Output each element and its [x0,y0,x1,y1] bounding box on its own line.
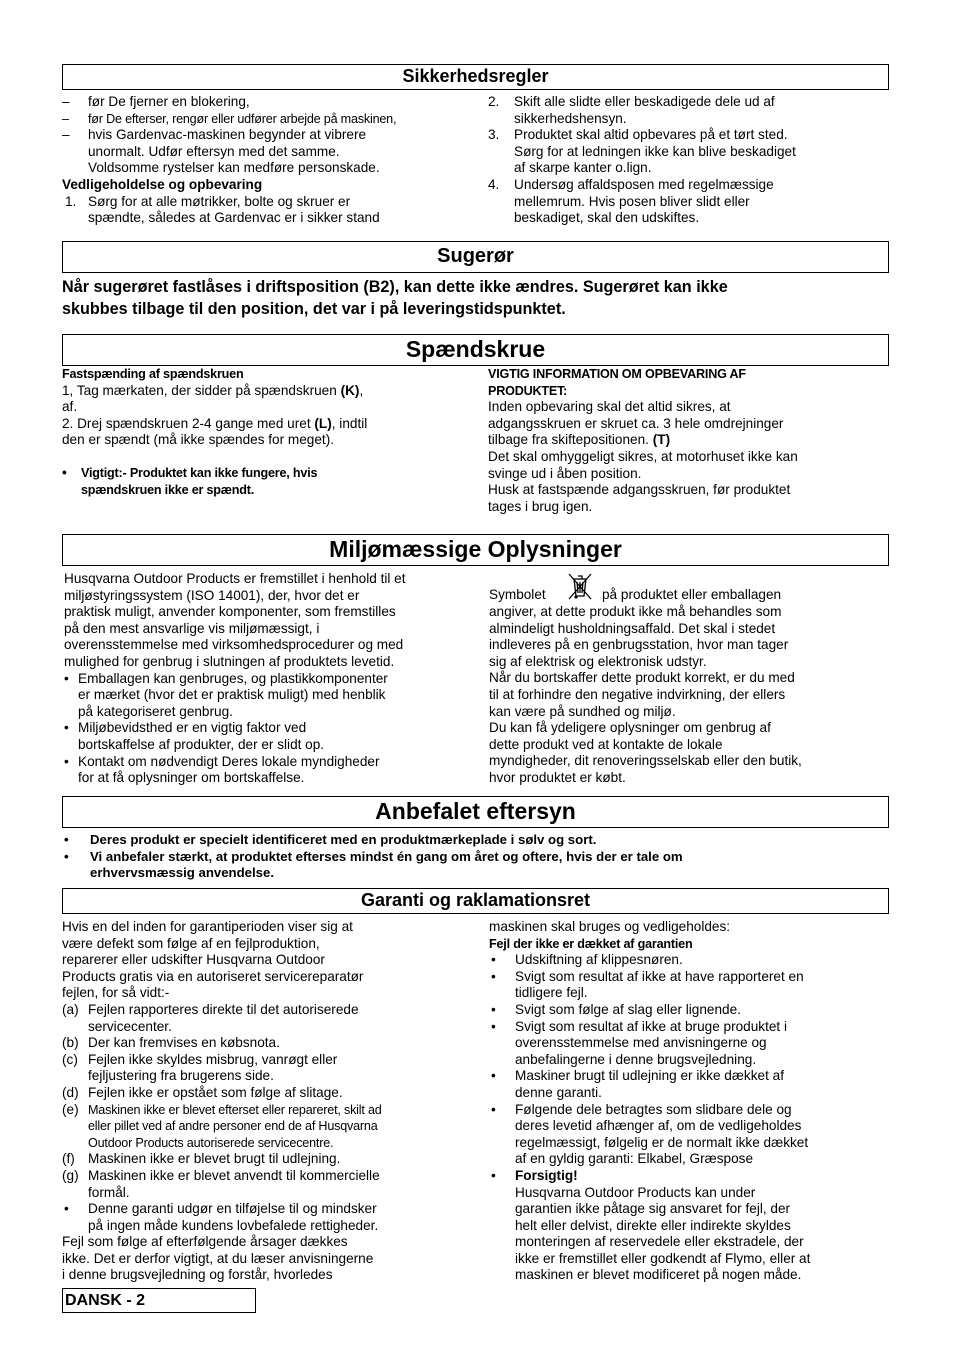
list-item: 2. Skift alle slidte eller beskadigede dele ud af sikkerhedshensyn. [488,94,775,126]
subheading: Vedligeholdelse og opbevaring [62,176,263,192]
bullet-marker: • [64,670,69,686]
bullet-marker: • [491,1101,496,1117]
miljo-right-column: Symbolet på produktet eller emballagen angiver, at dette produkt ikke må behandles som almindeligt husholdningsaffald. Det skal i stedet indleveres på en genbrugsstation, hvor man tager sig af elektrisk og elektronisk udstyr. Når du bortskaffer dette produkt korrekt, er du med til at forhindre den negative indvirkning, der ellers kan være på sundhed og miljø. Du kan få ydeligere oplysninger om genbrug af dette produkt ved at kontakte de lokale myndigheder, dit renoveringsselskab eller den butik, hvor produktet er købt. [489,571,891,787]
subheading: Fastspænding af spændskruen [62,367,244,381]
list-item: 1, Tag mærkaten, der sidder på spændskruen (K), af. [62,382,364,415]
list-item: • Svigt som resultat af ikke at have rapporteret en tidligere fejl. [491,968,804,1001]
page-label: DANSK - 2 [65,1292,146,1309]
list-item: 4. Undersøg affaldsposen med regelmæssige mellemrum. Hvis posen bliver slidt eller beskadiget, skal den udskiftes. [488,176,774,226]
bullet-marker: • [491,968,496,984]
bullet-marker: • [491,1001,496,1017]
section-title: Anbefalet eftersyn [375,798,576,824]
subheading: Fejl der ikke er dækket af garantien [489,936,693,951]
number-marker: 1. [65,193,77,209]
list-item: 1. Sørg for at alle møtrikker, bolte og skruer er spændte, således at Gardenvac er i sikker stand [65,193,380,226]
bullet-marker: • [491,952,496,968]
garanti-left-column: Hvis en del inden for garantiperioden viser sig at være defekt som følge af en fejlproduktion, reparerer eller udskifter Husqvarna Outdoor Products gratis via en autoriseret servicereparatør fejlen, for så vidt:- (a) Fejlen rapporteres direkte til det autoriserede servicecenter. (b) Der kan fremvises en købsnota. (c) Fejlen ikke skyldes misbrug, vanrøgt eller fejljustering fra brugerens side. (d) Fejlen ikke er opstået som følge af slitage. (e) Maskinen ikke er blevet efterset eller repareret, skilt ad eller pillet ved af andre personer end de af Husqvarna Outdoor Products autoriserede servicecentre. (f) Maskinen ikke er blevet brugt til udlejning. (g) Maskinen ikke er blevet anvendt til kommercielle formål. • Denne garanti udgør en tilføjelse til og mindsker på ingen måde kundens lovbefalede rettigheder. Fejl som følge af efterfølgende årsager dækkes ikke. Det er derfor vigtigt, at du læser anvisningerne i denne brugsvejledning og forstår, hvorledes [62,919,474,1284]
list-item: • Kontakt om nødvendigt Deres lokale myndigheder for at få oplysninger om bortskaffelse. [64,753,380,786]
bullet-marker: • [64,848,69,864]
spaendskrue-left-column [62,366,472,498]
list-item: • Vi anbefaler stærkt, at produktet efterses mindst én gang om året og oftere, hvis der er tale om erhvervsmæssig anvendelse. [64,848,683,881]
list-item: (a) Fejlen rapporteres direkte til det autoriserede servicecenter. [62,1001,359,1034]
number-marker: 3. [488,127,500,143]
number-marker: 2. [488,94,500,109]
list-item: – før De efterser, rengør eller udfører arbejde på maskinen, [62,111,397,126]
list-item: • Emballagen kan genbruges, og plastikkomponenter er mærket (hvor det er praktisk muligt) med henblik på kategoriseret genbrug. [64,670,388,719]
bullet-marker: • [64,832,69,847]
section-title: Sikkerhedsregler [402,66,549,86]
list-item: – hvis Gardenvac-maskinen begynder at vibrere unormalt. Udfør eftersyn med det samme. Voldsomme rystelser kan medføre personskade. [62,127,380,176]
section-title: Garanti og raklamationsret [360,890,591,910]
list-item: • Forsigtig! Husqvarna Outdoor Products kan under garantien ikke påtage sig ansvaret for fejl, der helt eller delvist, direkte eller indirekte skyldes monteringen af reservedele eller ekstradele, der ikke er fremstillet eller godkendt af Flymo, eller at maskinen er blevet modificeret på nogen måde. [491,1167,811,1283]
list-item: • Miljøbevidsthed er en vigtig faktor ved bortskaffelse af produkter, der er slidt op. [64,720,325,752]
list-item: (g) Maskinen ikke er blevet anvendt til kommercielle formål. [62,1167,380,1200]
list-item: • Maskiner brugt til udlejning er ikke dækket af denne garanti. [491,1068,784,1100]
list-item: • Følgende dele betragtes som slidbare dele og deres levetid afhænger af, om de vedligeholdes regelmæssigt, følgelig er de normalt ikke dækket af en gyldig garanti: Elkabel, Græspose [491,1101,809,1167]
bullet-marker: • [64,720,69,736]
eftersyn-list [62,832,902,882]
bullet-marker: • [64,753,69,769]
subheading: PRODUKTET: [488,383,568,398]
spaendskrue-right-column: VIGTIG INFORMATION OM OPBEVARING AF PRODUKTET: Inden opbevaring skal det altid sikres, at adgangsskruen er skruet ca. 3 hele omdrejninger tilbage fra skiftepositionen. (T) Det skal omhyggeligt sikres, at motorhuset ikke kan svinge ud i åben position. Husk at fastspænde adgangsskruen, før produktet tages i brug igen. [488,366,890,515]
crossed-out-wheelie-bin-icon [565,571,595,601]
sikkerhed-left-column [62,94,472,227]
list-item: • Svigt som følge af slag eller lignende. [491,1001,741,1017]
list-item: • Deres produkt er specielt identificeret med en produktmærkeplade i sølv og sort. [64,832,597,847]
section-title: Miljømæssige Oplysninger [329,536,622,562]
warning-item: • Vigtigt:- Produktet kan ikke fungere, hvis spændskruen ikke er spændt. [62,464,318,497]
section-header-spaendskrue [62,334,889,366]
garanti-right-column: maskinen skal bruges og vedligeholdes: Fejl der ikke er dækket af garantien • Udskiftning af klippesnøren. • Svigt som resultat af ikke at have rapporteret en tidligere fejl. • Svigt som følge af slag eller lignende. • Svigt som resultat af ikke at bruge produktet i overensstemmelse med anvisningerne og anbefalingerne i denne brugsvejledning. • Maskiner brugt til udlejning er ikke dækket af denne garanti. • Følgende dele betragtes som slidbare dele og deres levetid afhænger af, om de vedligeholdes regelmæssigt, følgelig er de normalt ikke dækket af en gyldig garanti: Elkabel, Græspose • Forsigtig! Husqvarna Outdoor Products kan under garantien ikke påtage sig ansvaret for fejl, der helt eller delvist, direkte eller indirekte skyldes monteringen af reservedele eller ekstradele, der ikke er fremstillet eller godkendt af Flymo, eller at maskinen er blevet modificeret på nogen måde. [489,919,891,1284]
list-item: – før De fjerner en blokering, [62,94,250,109]
bullet-marker: • [62,464,67,480]
list-item: 2. Drej spændskruen 2-4 gange med uret (L), indtil den er spændt (må ikke spændes for meget). [62,415,368,448]
list-item: • Svigt som resultat af ikke at bruge produktet i overensstemmelse med anvisningerne og anbefalingerne i denne brugsvejledning. [491,1018,788,1067]
bullet-marker: • [491,1167,496,1183]
dash-marker: – [62,127,70,143]
page-footer [62,1288,256,1313]
list-item: • Denne garanti udgør en tilføjelse til og mindsker på ingen måde kundens lovbefalede rettigheder. [64,1201,379,1233]
section-header-sugeror [62,241,889,273]
list-item: • Udskiftning af klippesnøren. [491,952,683,968]
list-item: (c) Fejlen ikke skyldes misbrug, vanrøgt eller fejljustering fra brugerens side. [62,1051,338,1084]
dash-marker: – [62,111,69,126]
subheading: VIGTIG INFORMATION OM OPBEVARING AF [488,367,746,381]
sugeror-text: Når sugerøret fastlåses i driftsposition (B2), kan dette ikke ændres. Sugerøret kan ikke skubbes tilbage til den position, det var i på leveringstidspunktet. [62,278,728,318]
bullet-marker: • [491,1018,496,1034]
dash-marker: – [62,94,70,109]
section-header-miljo [62,534,889,566]
list-item: 3. Produktet skal altid opbevares på et tørt sted. Sørg for at ledningen ikke kan blive beskadiget af skarpe kanter o.lign. [488,127,796,176]
list-item: (f) Maskinen ikke er blevet brugt til udlejning. [62,1151,341,1167]
section-header-eftersyn [62,796,889,828]
section-header-garanti [62,888,889,914]
miljo-left-column: Husqvarna Outdoor Products er fremstillet i henhold til et miljøstyringssystem (ISO 14001), der, hvor det er praktisk muligt, anvender komponenter, som fremstilles på den mest ansvarlige vis miljømæssigt, i overensstemmelse med virksomhedsprocedurer og med mulighed for genbrug i slutningen af produktets levetid. • Emballagen kan genbruges, og plastikkomponenter er mærket (hvor det er praktisk muligt) med henblik på kategoriseret genbrug. • Miljøbevidsthed er en vigtig faktor ved bortskaffelse af produkter, der er slidt op. • Kontakt om nødvendigt Deres lokale myndigheder for at få oplysninger om bortskaffelse. [64,571,474,787]
list-item: (b) Der kan fremvises en købsnota. [62,1035,280,1051]
bullet-marker: • [491,1068,496,1084]
sikkerhed-right-column [488,94,890,227]
section-title: Sugerør [437,245,514,267]
bullet-marker: • [64,1201,69,1217]
list-item: (d) Fejlen ikke er opstået som følge af slitage. [62,1084,343,1100]
number-marker: 4. [488,176,500,192]
section-title: Spændskrue [405,336,546,362]
section-header-sikkerhedsregler [62,64,889,90]
list-item: (e) Maskinen ikke er blevet efterset eller repareret, skilt ad eller pillet ved af andre personer end de af Husqvarna Outdoor Products autoriserede servicecentre. [62,1101,382,1150]
